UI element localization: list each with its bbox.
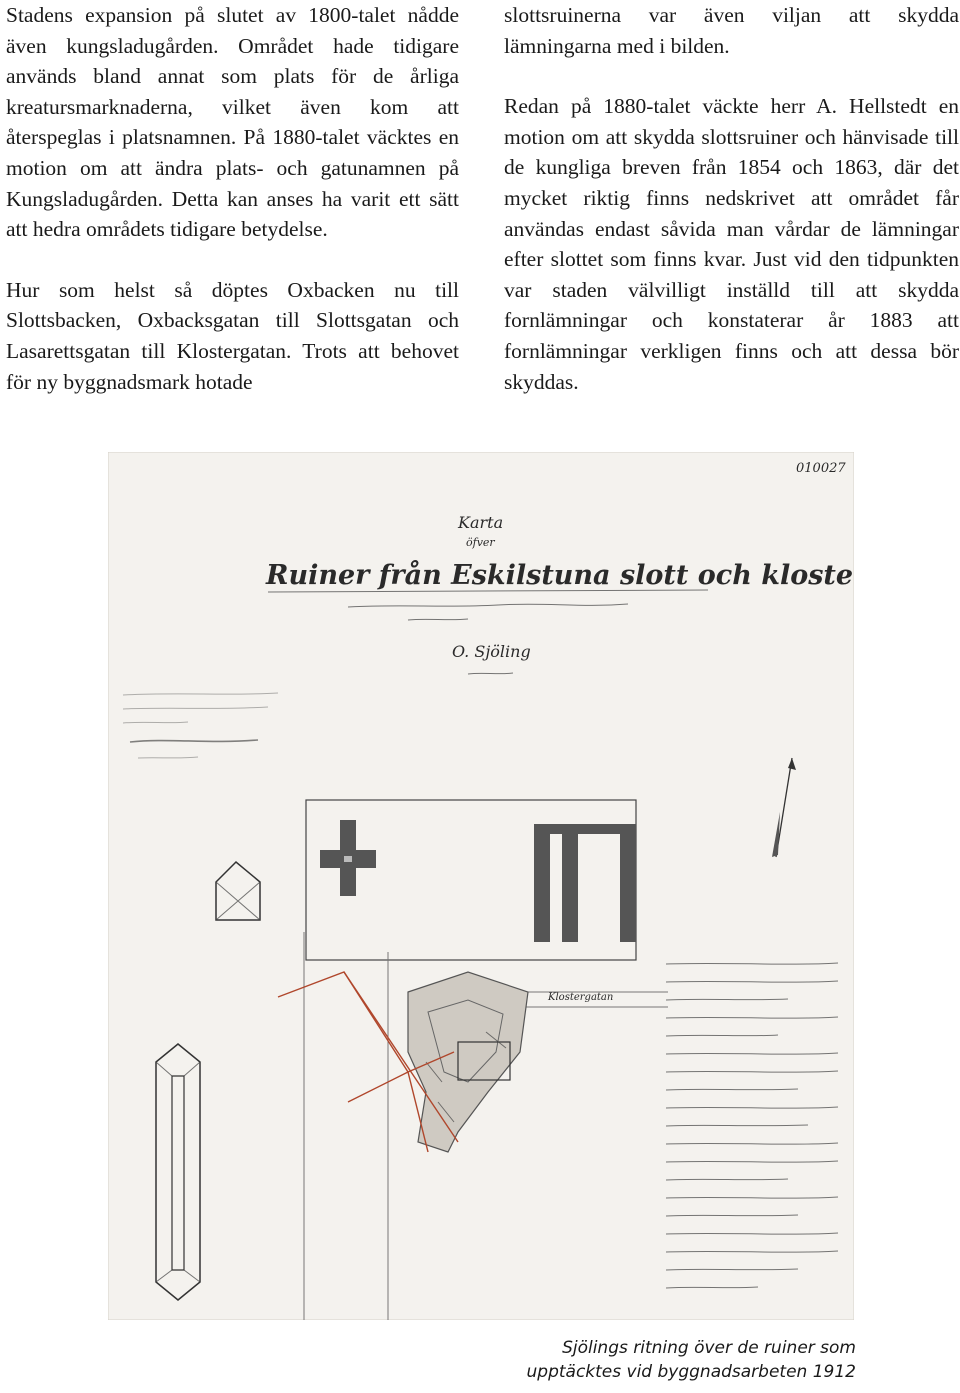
paragraph: Redan på 1880-talet väckte herr A. Hellstedt en motion om att skydda slottsruiner och hänvisade till de kungliga breven från 1854 och 1863, där det mycket riktig finns nedskrivet att området får användas endast såvida man vårdar de lämningar efter slottet som finns kvar. Just vid den tidpunkten var staden välvilligt inställd till att skydda fornlämningar och konstaterar år 1883 att fornlämningar verkligen finns och att dessa bör skyddas.: [504, 94, 959, 394]
right-text-column: [504, 0, 959, 397]
map-drawing: [108, 452, 854, 1320]
map-signature: O. Sjöling: [452, 642, 531, 661]
left-text-column: [6, 0, 459, 397]
signature-scribble: [468, 673, 513, 674]
map-heading-small: Karta: [458, 513, 504, 532]
paragraph: Hur som helst så döptes Oxbacken nu till Slottsbacken, Oxbacksgatan till Slottsgatan och Lasarettsgatan till Klostergatan. Trots att behovet för ny byggnadsmark hotade: [6, 277, 459, 394]
map-title: Ruiner från Eskilstuna slott och kloster.: [266, 560, 854, 591]
archive-stamp: 010027: [796, 461, 846, 476]
map-heading-sub: öfver: [466, 536, 495, 549]
historical-map-figure: [108, 452, 854, 1320]
paragraph: Stadens expansion på slutet av 1800-talet nådde även kungsladugården. Området hade tidigare används bland annat som plats för de årliga kreatursmarknaderna, vilket även kom att återspeglas i platsnamnen. På 1880-talet väcktes en motion om att ändra plats- och gatunamnen på Kungsladugården. Detta kan anses ha varit ett sätt att hedra områdets tidigare betydelse.: [6, 3, 459, 242]
street-label: Klostergatan: [548, 992, 614, 1003]
caption-line: Sjölings ritning över de ruiner som: [562, 1338, 856, 1358]
caption-line: upptäcktes vid byggnadsarbeten 1912: [526, 1362, 856, 1382]
figure-caption: [470, 1336, 856, 1384]
paragraph: slottsruinerna var även viljan att skydda lämningarna med i bilden.: [504, 3, 959, 58]
